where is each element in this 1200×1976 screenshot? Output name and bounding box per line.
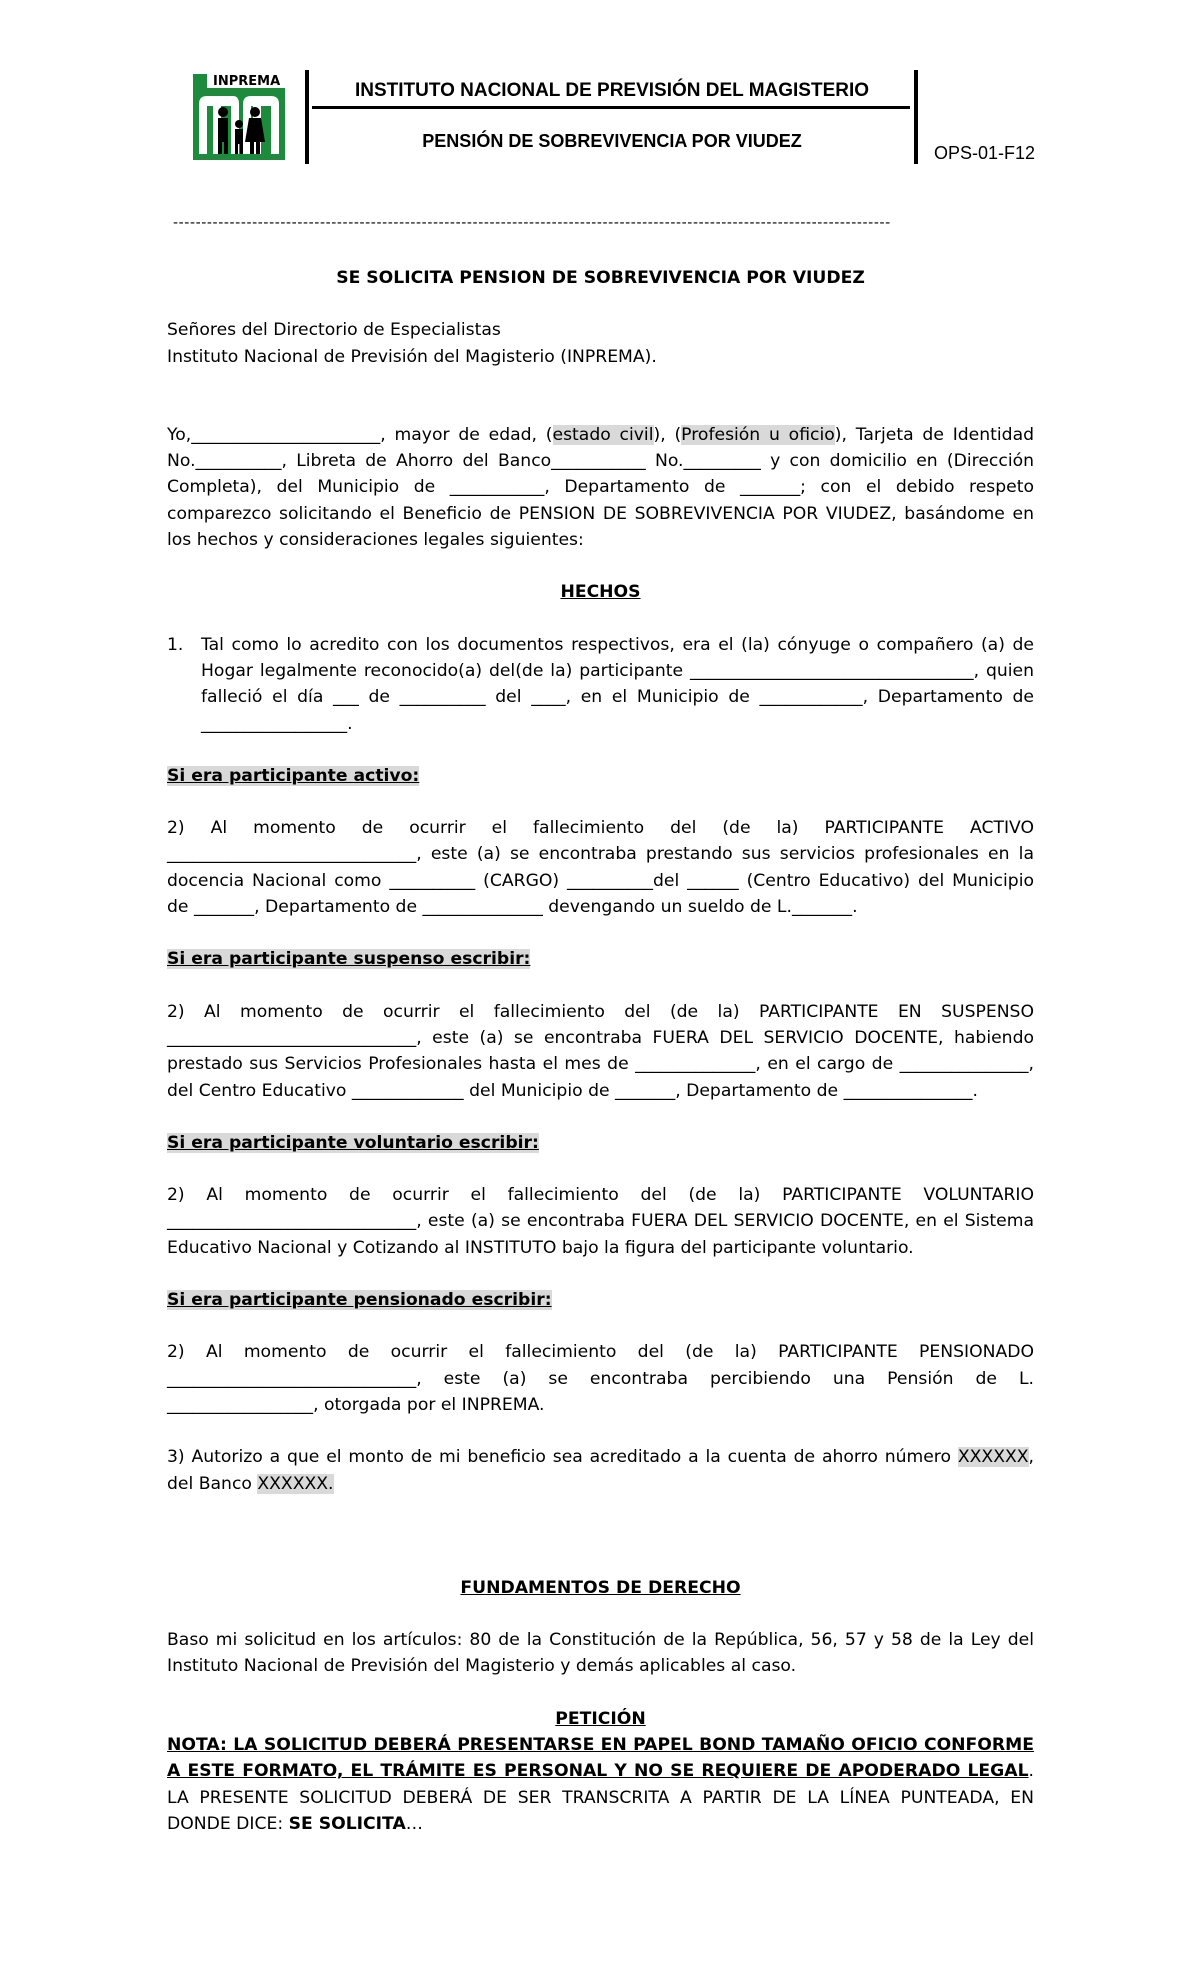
logo-text: INPREMA: [213, 74, 281, 89]
nota-end-bold: SE SOLICITA: [288, 1813, 406, 1834]
nota-paragraph: [167, 1732, 1034, 1837]
hechos-item-number: 1.: [167, 634, 184, 655]
request-title: SE SOLICITA PENSION DE SOBREVIVENCIA POR VIUDEZ: [336, 268, 865, 288]
fundamentos-heading: FUNDAMENTOS DE DERECHO: [460, 1577, 741, 1598]
intro-part-2: ), (: [653, 424, 682, 445]
account-number-field: XXXXXX: [957, 1447, 1029, 1468]
bank-name-field: XXXXXX.: [257, 1473, 334, 1494]
header-divider-left: [305, 70, 309, 164]
nota-rest: . LA PRESENTE SOLICITUD DEBERÁ DE SER TRANSCRITA A PARTIR DE LA LÍNEA PUNTEADA, EN DONDE DICE:: [167, 1761, 1034, 1834]
voluntario-paragraph: 2) Al momento de ocurrir el fallecimiento del (de la) PARTICIPANTE VOLUNTARIO _____________________________, este (a) se encontraba FUERA DEL SERVICIO DOCENTE, en el Sistema Educativo Nacional y Cotizando al INSTITUTO bajo la figura del participante voluntario.: [167, 1185, 1034, 1258]
suspenso-paragraph: 2) Al momento de ocurrir el fallecimiento del (de la) PARTICIPANTE EN SUSPENSO _____________________________, este (a) se encontraba FUERA DEL SERVICIO DOCENTE, habiendo prestado sus Servicios Profesionales hasta el mes de ______________, en el cargo de _______________, del Centro Educativo _____________ del Municipio de _______, Departamento de _______________.: [167, 1001, 1034, 1101]
pensionado-paragraph: 2) Al momento de ocurrir el fallecimiento del (de la) PARTICIPANTE PENSIONADO _____________________________, este (a) se encontraba percibiendo una Pensión de L. _________________, otorgada por el INPREMA.: [167, 1342, 1034, 1415]
form-code: OPS-01-F12: [934, 143, 1036, 163]
voluntario-heading: Si era participante voluntario escribir:: [167, 1132, 539, 1153]
autorizo-part-1: 3) Autorizo a que el monto de mi beneficio sea acreditado a la cuenta de ahorro número: [167, 1447, 958, 1468]
dotted-cut-line: -------------------------------------------------------------------------------------------------------------------------------: [173, 215, 891, 231]
fundamentos-paragraph: Baso mi solicitud en los artículos: 80 de la Constitución de la República, 56, 57 y 58 de la Ley del Instituto Nacional de Previsión del Magisterio y demás aplicables al caso.: [167, 1630, 1034, 1677]
nota-ellipsis: …: [405, 1813, 423, 1834]
intro-part-1: Yo,______________________, mayor de edad, (: [167, 424, 553, 445]
hechos-heading: HECHOS: [560, 582, 641, 603]
intro-paragraph: [167, 422, 1034, 553]
autorizo-part-2: , del Banco: [167, 1447, 1034, 1494]
suspenso-heading: Si era participante suspenso escribir:: [167, 949, 531, 970]
nota-bold: NOTA: LA SOLICITUD DEBERÁ PRESENTARSE EN PAPEL BOND TAMAÑO OFICIO CONFORME A ESTE FORMATO, EL TRÁMITE ES PERSONAL Y NO SE REQUIERE DE APODERADO LEGAL: [167, 1734, 1034, 1782]
header-divider-right: [914, 70, 918, 164]
autorizo-paragraph: [167, 1444, 1034, 1497]
estado-civil-field: estado civil: [552, 424, 654, 445]
form-title: PENSIÓN DE SOBREVIVENCIA POR VIUDEZ: [422, 131, 802, 151]
activo-heading: Si era participante activo:: [167, 765, 420, 786]
header-rule: [312, 106, 910, 109]
pensionado-heading: Si era participante pensionado escribir:: [167, 1290, 552, 1311]
peticion-heading: PETICIÓN: [555, 1708, 646, 1729]
hechos-item-text: Tal como lo acredito con los documentos respectivos, era el (la) cónyuge o compañero (a) de Hogar legalmente reconocido(a) del(de la) participante _________________________________, quien falleció el día ___ de __________ del ____, en el Municipio de ____________, Departamento de _________________.: [201, 634, 1034, 734]
intro-part-3: ), Tarjeta de Identidad No.__________, Libreta de Ahorro del Banco___________ No._________ y con domicilio en (Dirección Completa), del Municipio de ___________, Departamento de _______; con el debido respeto comparezco solicitando el Beneficio de PENSION DE SOBREVIVENCIA POR VIUDEZ, basándome en los hechos y consideraciones legales siguientes:: [167, 424, 1035, 551]
institution-name: INSTITUTO NACIONAL DE PREVISIÓN DEL MAGISTERIO: [354, 80, 870, 101]
profesion-field: Profesión u oficio: [681, 424, 835, 445]
addressee-line-1: Señores del Directorio de Especialistas: [167, 320, 501, 341]
addressee-line-2: Instituto Nacional de Previsión del Magisterio (INPREMA).: [167, 346, 657, 367]
hechos-item-1: [167, 632, 1034, 737]
document-body: [167, 265, 1034, 1837]
activo-paragraph: 2) Al momento de ocurrir el fallecimiento del (de la) PARTICIPANTE ACTIVO _____________________________, este (a) se encontraba prestando sus servicios profesionales en la docencia Nacional como __________ (CARGO) __________del ______ (Centro Educativo) del Municipio de _______, Departamento de ______________ devengando un sueldo de L._______.: [167, 818, 1034, 918]
